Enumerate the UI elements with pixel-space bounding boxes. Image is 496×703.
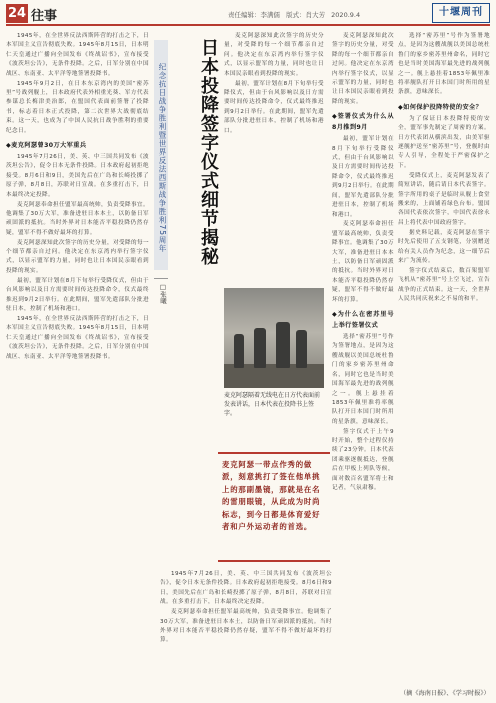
paragraph: 最初，盟军计划在8月下旬举行受降仪式，但由于台风影响以及日方需要时间传达投降命令，仪式最终推迟到9月2日举行。在此期间，盟军先遣部队分批进驻日本，控制了机场和港口。 — [224, 80, 324, 134]
paragraph: 1945年7月26日，美、英、中三国共同发布《波茨坦公告》，促令日本无条件投降。日本政府起初拒绝接受。8月6日和9日，美国先后在广岛和长崎投掷了原子弹，8月8日，苏联对日宣战。在多重打击下，日本最终决定投降。 — [6, 153, 149, 198]
column-4 — [398, 32, 490, 682]
series-label: 纪念抗日战争胜利暨世界反法西斯战争胜利75周年 — [154, 40, 168, 270]
subheading: ◆麦克阿瑟曾30万大军重兵 — [6, 141, 87, 149]
source-note: （摘《海南日报》、《学习时报》） — [400, 690, 490, 697]
pull-quote — [218, 452, 330, 562]
brand-logo: 十堰周刊 — [432, 3, 490, 23]
paragraph: 签字仪式于上午9时开始，整个过程仅持续了23分钟。日本代表团乘驱逐舰抵达，登舰后在甲板上列队等候，面对数百名盟军将士和记者，气氛肃穆。 — [332, 428, 394, 492]
photo-caption: 麦克阿瑟隔着无线电在日方代表面前发表讲话，日本代表在投降书上签字。 — [224, 392, 321, 417]
subheading: ◆如何保护投降特使的安全？ — [398, 103, 483, 111]
paragraph: 麦克阿瑟深知此次签字的历史分量，对受降的每一个细节都亲自过问。他决定在东京湾内举行签字仪式，以显示盟军的力量，同时也让日本国民亲眼看到投降的现实。 — [332, 33, 394, 105]
subheading: ◆签署仪式为什么从8月推到9月 — [332, 113, 394, 132]
surrender-photo — [224, 288, 324, 388]
header-meta — [228, 10, 364, 19]
column-1 — [6, 32, 149, 672]
paragraph: 选择“密苏里”号作为签署地点，是因为这艘战舰以美国总统杜鲁门的家乡密苏里州命名，同时它也是当时美国海军最先进的战列舰之一。舰上悬挂着1853年佩里准将率舰队打开日本国门时所用的星条旗，意味深长。 — [398, 33, 490, 96]
column-2 — [224, 32, 324, 282]
paragraph: 1945年，在全世界反法西斯阵营的打击之下，日本军国主义宣告彻底失败。1945年8月15日，日本明仁天皇通过广播向全国发布《终战诏书》，宣布接受《波茨坦公告》，无条件投降。之后，日军分别在中国战区、东南亚、太平洋等地签署投降书。 — [6, 33, 149, 77]
paragraph: 麦克阿瑟深知此次签字的历史分量，对受降的每一个细节都亲自过问。他决定在东京湾内举行签字仪式，以显示盟军的力量，同时也让日本国民亲眼看到投降的现实。 — [6, 239, 149, 274]
paragraph: 麦克阿瑟奉命担任盟军最高统帅，负责受降事宜。他调集了30万大军，准备进驻日本本土，以防备日军顽固派的抵抗。当时外界对日本能否平稳投降仍然存疑，盟军不得不做好最坏的打算。 — [332, 221, 394, 303]
headline: 日本投降签字仪式细节揭秘 — [198, 38, 219, 266]
column-2-lower — [160, 570, 332, 700]
paragraph: 签字仪式结束后，数百架盟军飞机从“密苏里”号上空飞过，宣告战争的正式结束。这一天，全世界人民共同庆祝来之不易的和平。 — [398, 267, 490, 303]
header-rule — [6, 24, 490, 26]
figure-shape — [254, 328, 266, 368]
paragraph: 麦克阿瑟奉命担任盟军最高统帅，负责受降事宜。他调集了30万大军，准备进驻日本本土，以防备日军顽固派的抵抗。当时外界对日本能否平稳投降仍然存疑，盟军不得不做好最坏的打算。 — [160, 609, 332, 644]
figure-shape — [296, 330, 307, 368]
paragraph: 麦克阿瑟奉命担任盟军最高统帅，负责受降事宜。他调集了30万大军，准备进驻日本本土，以防备日军顽固派的抵抗。当时外界对日本能否平稳投降仍然存疑，盟军不得不做好最坏的打算。 — [6, 201, 149, 236]
figure-shape — [234, 334, 244, 368]
editor-credit: 责任编辑：李满儒 — [228, 11, 280, 19]
paragraph: 为了保证日本投降特使的安全，盟军事先制定了周密的方案。日方代表团从横滨出发，由美军驱逐舰护送至“密苏里”号，登舰时由专人引导，全程处于严密保护之下。 — [398, 115, 490, 169]
paragraph: 1945年7月26日，美、英、中三国共同发布《波茨坦公告》，促令日本无条件投降。日本政府起初拒绝接受。8月6日和9日，美国先后在广岛和长崎投掷了原子弹，8月8日，苏联对日宣战。在多重打击下，日本最终决定投降。 — [160, 571, 332, 606]
paragraph: 麦克阿瑟深知此次签字的历史分量，对受降的每一个细节都亲自过问。他决定在东京湾内举行签字仪式，以显示盟军的力量，同时也让日本国民亲眼看到投降的现实。 — [224, 33, 324, 77]
paragraph: 受降仪式上，麦克阿瑟发表了简短讲话，随后请日本代表签字。签字所用的桌子是临时从舰上食堂搬来的，上面铺着绿色台布。盟国各国代表依次签字，中国代表徐永昌上将代表中国政府签字。 — [398, 172, 490, 226]
section-name: 往事 — [31, 9, 58, 24]
figure-shape — [276, 322, 290, 368]
paragraph: 据史料记载，麦克阿瑟在签字时先后使用了五支钢笔，分别赠送给有关人员作为纪念，这一细节后来广为流传。 — [398, 229, 490, 264]
paragraph: 1945年9月2日，在日本东京湾内的美国“密苏里”号战列舰上，日本政府代表外相重光葵、军方代表参谋总长梅津美治郎，在盟国代表面前签署了投降书，标志着日本正式投降，第二次世界大战彻底结束。这一天，也成为了中国人民抗日战争胜利的重要纪念日。 — [6, 80, 149, 134]
page-header — [0, 0, 496, 26]
issue-date: 2020.9.4 — [331, 11, 361, 19]
paragraph: 选择“密苏里”号作为签署地点，是因为这艘战舰以美国总统杜鲁门的家乡密苏里州命名，同时它也是当时美国海军最先进的战列舰之一。舰上悬挂着1853年佩里准将率舰队打开日本国门时所用的星条旗，意味深长。 — [332, 334, 394, 425]
paragraph: 最初，盟军计划在8月下旬举行受降仪式，但由于台风影响以及日方需要时间传达投降命令，仪式最终推迟到9月2日举行。在此期间，盟军先遣部队分批进驻日本，控制了机场和港口。 — [6, 277, 149, 312]
paragraph: 最初，盟军计划在8月下旬举行受降仪式，但由于台风影响以及日方需要时间传达投降命令，仪式最终推迟到9月2日举行。在此期间，盟军先遣部队分批进驻日本，控制了机场和港口。 — [332, 136, 394, 218]
author-byline: □张曦 — [154, 278, 168, 304]
subheading: ◆为什么在密苏里号上举行签署仪式 — [332, 311, 394, 330]
design-credit: 版式：肖大芳 — [286, 11, 326, 19]
pull-quote-text: 麦克阿瑟一带点作秀的做派，刻意挑打了签在他单挑上的那副墨镜，那就是在名的雷朋眼镜，从此成为时尚标志，到今日都是体育爱好者和户外运动者的首选。 — [222, 460, 321, 532]
page-number: 24 — [7, 6, 27, 21]
column-3 — [332, 32, 394, 682]
paragraph: 1945年，在全世界反法西斯阵营的打击之下，日本军国主义宣告彻底失败。1945年8月15日，日本明仁天皇通过广播向全国发布《终战诏书》，宣布接受《波茨坦公告》，无条件投降。之后，日军分别在中国战区、东南亚、太平洋等地签署投降书。 — [6, 315, 149, 360]
